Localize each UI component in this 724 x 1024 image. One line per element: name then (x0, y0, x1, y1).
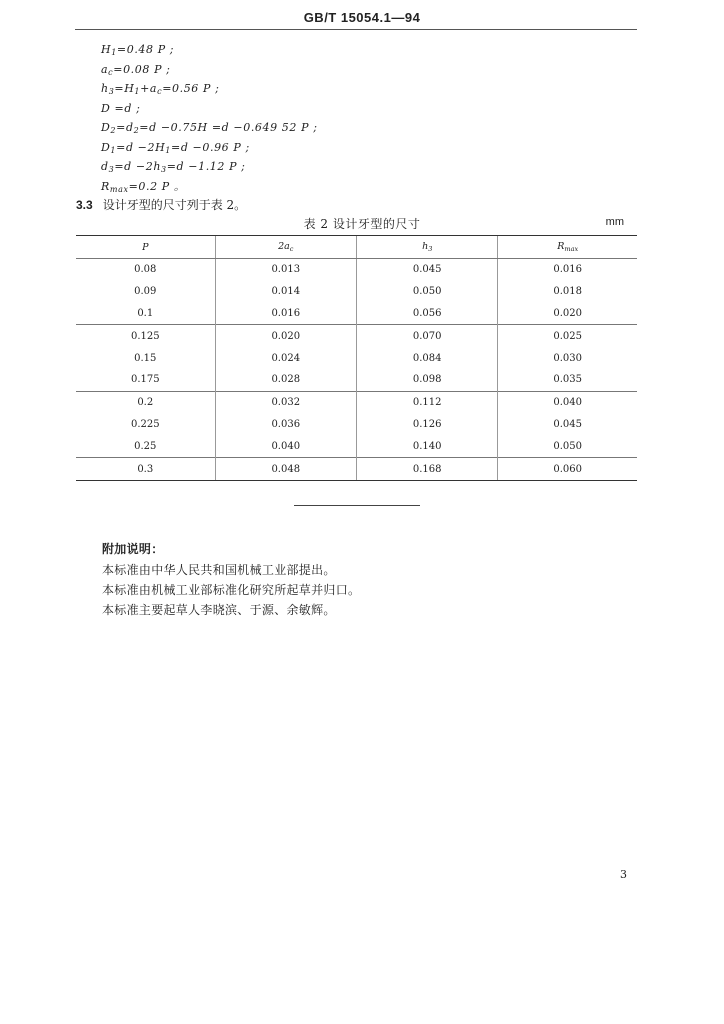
table-cell: 0.1 (137, 307, 154, 319)
formula-line (101, 60, 318, 80)
formula-line (101, 79, 318, 99)
table-cell: 0.15 (134, 352, 157, 364)
table-cell: 0.016 (215, 303, 356, 325)
table-cell: 0.040 (215, 435, 356, 457)
formula-text: R (101, 179, 110, 193)
table-cell: 0.032 (215, 391, 356, 413)
page-number: 3 (620, 868, 627, 881)
table-cell: 0.09 (134, 286, 157, 298)
formula-text: =0.48 P ; (116, 43, 175, 56)
table-cell: 0.25 (134, 440, 157, 452)
table-cell: 0.016 (498, 259, 637, 281)
subscript: c (108, 67, 114, 77)
header-rule (75, 29, 637, 30)
table-cell: 0.030 (498, 347, 637, 369)
table-cell: 0.060 (498, 458, 637, 481)
table-cell: 0.098 (356, 369, 497, 391)
formula-text: =d −0.75H =d −0.649 52 P ; (139, 121, 318, 134)
table-cell: 0.125 (76, 325, 215, 347)
table-row (76, 303, 637, 325)
column-header (356, 236, 497, 259)
table-cell: 0.2 (76, 391, 215, 413)
table-row (76, 369, 637, 391)
end-rule (294, 505, 420, 506)
formula-text: =d −2H (116, 140, 166, 154)
subscript: 2 (133, 126, 140, 135)
formula-text: a (101, 62, 109, 76)
formula-text: =d (116, 121, 134, 134)
notes-line: 本标准主要起草人李晓滨、于源、余敏辉。 (102, 603, 336, 617)
subscript: max (109, 184, 129, 194)
formula-line (101, 40, 318, 60)
table-cell: 0.013 (215, 259, 356, 281)
formula-list (101, 40, 318, 196)
table-header-row (76, 236, 637, 259)
formula-line (101, 177, 318, 197)
subscript: 1 (111, 48, 117, 57)
table-cell: 0.050 (498, 435, 637, 457)
table-row (76, 391, 637, 413)
subscript: 1 (134, 87, 141, 96)
subscript: c (157, 87, 163, 96)
formula-line (101, 157, 318, 177)
table-body (76, 259, 637, 481)
table-cell: 0.014 (215, 281, 356, 303)
subscript: max (564, 245, 579, 253)
formula-text: d (101, 160, 109, 173)
table-cell: 0.036 (215, 414, 356, 436)
formula-text: h (422, 241, 429, 252)
table-cell: 0.020 (215, 325, 356, 347)
table-cell: 0.126 (356, 414, 497, 436)
formula-text: P (142, 241, 149, 253)
table-row (76, 435, 637, 457)
additional-notes (102, 538, 360, 620)
table-cell: 0.024 (215, 347, 356, 369)
formula-text: =d −0.96 P ; (171, 140, 250, 154)
table-cell: 0.048 (215, 458, 356, 481)
table-cell: 0.056 (356, 303, 497, 325)
formula-text: D (101, 140, 111, 154)
table-cell: 0.050 (356, 281, 497, 303)
formula-text: =0.08 P ; (113, 62, 171, 76)
notes-line: 本标准由中华人民共和国机械工业部提出。 (102, 563, 336, 577)
formula-text: D =d ; (101, 101, 141, 115)
table-cell: 0.3 (76, 458, 215, 481)
thread-profile-table (76, 235, 637, 481)
formula-text: =0.2 P 。 (128, 179, 186, 193)
table-row (76, 414, 637, 436)
formula-line (101, 118, 318, 138)
formula-text: =d −1.12 P ; (166, 160, 246, 173)
table-unit: mm (605, 216, 624, 228)
table-row (76, 259, 637, 281)
formula-line (101, 99, 318, 119)
table-cell: 0.018 (498, 281, 637, 303)
table-cell: 0.040 (498, 391, 637, 413)
clause-text: 设计牙型的尺寸列于表 2。 (102, 198, 247, 212)
table-cell: 0.028 (215, 369, 356, 391)
table-cell: 0.070 (356, 325, 497, 347)
subscript: 1 (110, 145, 117, 155)
table-cell: 0.084 (356, 347, 497, 369)
formula-text: =d −2h (114, 160, 162, 173)
table-cell: 0.225 (130, 418, 160, 430)
table-cell: 0.08 (134, 264, 157, 276)
subscript: 3 (161, 165, 167, 174)
formula-text: H (101, 43, 112, 56)
formula-text: =0.56 P ; (162, 82, 220, 95)
subscript: 2 (110, 126, 117, 135)
subscript: 1 (165, 145, 171, 155)
document-number: GB/T 15054.1—94 (303, 10, 421, 25)
table-row (76, 458, 637, 481)
table-row (76, 347, 637, 369)
formula-text: 2a (278, 241, 290, 252)
column-header (215, 236, 356, 259)
table-cell: 0.020 (498, 303, 637, 325)
table-cell: 0.140 (356, 435, 497, 457)
table-cell: 0.025 (498, 325, 637, 347)
table-cell: 0.168 (356, 458, 497, 481)
subscript: 3 (108, 165, 115, 174)
clause-3-3 (76, 196, 246, 213)
column-header (76, 236, 215, 259)
subscript: 3 (108, 87, 115, 96)
table-cell: 0.175 (130, 374, 160, 386)
column-header (498, 236, 637, 259)
table-cell: 0.112 (356, 391, 497, 413)
formula-text: R (557, 241, 565, 252)
table-row (76, 281, 637, 303)
formula-text: +a (140, 82, 158, 95)
subscript: 3 (428, 245, 433, 253)
notes-line: 本标准由机械工业部标准化研究所起草并归口。 (102, 583, 361, 597)
formula-text: D (101, 121, 111, 134)
formula-text: =H (114, 82, 135, 95)
table-row (76, 325, 637, 347)
formula-text: h (101, 82, 109, 95)
table-caption: 表 2 设计牙型的尺寸 (303, 217, 421, 231)
formula-line (101, 138, 318, 158)
table-cell: 0.045 (498, 414, 637, 436)
table-cell: 0.045 (356, 259, 497, 281)
subscript: c (289, 245, 294, 253)
clause-number: 3.3 (76, 198, 93, 212)
table-cell: 0.035 (498, 369, 637, 391)
notes-title: 附加说明： (102, 542, 164, 556)
